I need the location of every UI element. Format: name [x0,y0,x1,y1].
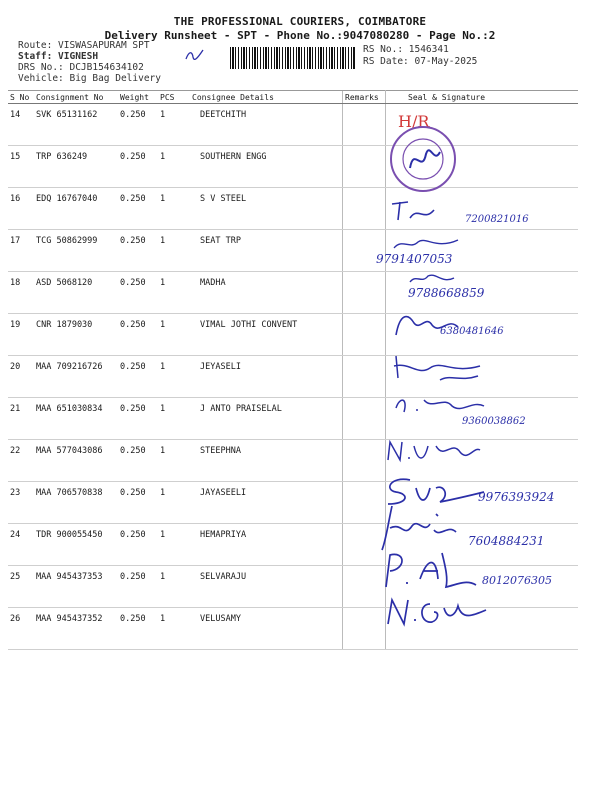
row-sno: 18 [8,272,34,314]
signature-area [370,104,585,634]
staff-label: Staff: VIGNESH [18,51,99,62]
row-weight: 0.250 [118,188,158,230]
pen-check-mark-icon [183,47,207,65]
row-consignee: VELUSAMY [190,608,343,650]
row-pcs: 1 [158,398,190,440]
col-weight: Weight [118,91,158,104]
signature-scribble-23 [380,474,490,508]
vehicle-label: Vehicle: Big Bag Delivery [18,73,161,84]
row-consignment-number: EDQ 16767040 [34,188,118,230]
row-pcs: 1 [158,314,190,356]
row-consignee: SOUTHERN ENGG [190,146,343,188]
row-sno: 25 [8,566,34,608]
row-consignment-number: MAA 709216726 [34,356,118,398]
row-sno: 24 [8,524,34,566]
row-pcs: 1 [158,566,190,608]
signature-scribble-21 [392,394,487,416]
row-consignment-number: TRP 636249 [34,146,118,188]
table-header-row [8,91,578,104]
row-sno: 15 [8,146,34,188]
row-pcs: 1 [158,104,190,146]
row-weight: 0.250 [118,440,158,482]
row-consignment-number: ASD 5068120 [34,272,118,314]
row-consignment-number: MAA 945437353 [34,566,118,608]
row-consignee: STEEPHNA [190,440,343,482]
barcode [230,47,355,69]
row-consignee: JEYASELI [190,356,343,398]
rs-number: RS No.: 1546341 [363,44,449,55]
row-weight: 0.250 [118,482,158,524]
signature-scribble-18 [408,272,458,286]
row-pcs: 1 [158,230,190,272]
row-weight: 0.250 [118,146,158,188]
hr-mark: H/R [398,112,430,131]
row-consignment-number: TDR 900055450 [34,524,118,566]
row-weight: 0.250 [118,608,158,650]
runsheet-title: Delivery Runsheet - SPT - Phone No.:9047080280 - Page No.:2 [104,29,496,42]
row-consignee: VIMAL JOTHI CONVENT [190,314,343,356]
row-weight: 0.250 [118,104,158,146]
row-weight: 0.250 [118,398,158,440]
row-pcs: 1 [158,356,190,398]
row-consignee: S V STEEL [190,188,343,230]
row-consignment-number: CNR 1879030 [34,314,118,356]
row-consignment-number: MAA 706570838 [34,482,118,524]
phone-17: 9791407053 [376,252,453,266]
row-sno: 19 [8,314,34,356]
col-sno: S No [8,91,34,104]
phone-18: 9788668859 [408,286,485,300]
col-remarks: Remarks [343,91,386,104]
row-weight: 0.250 [118,230,158,272]
company-seal-stamp [388,124,458,194]
row-pcs: 1 [158,146,190,188]
row-weight: 0.250 [118,566,158,608]
rs-date: RS Date: 07-May-2025 [363,56,478,67]
signature-scribble-25 [376,549,486,591]
row-pcs: 1 [158,524,190,566]
drs-number: DRS No.: DCJB154634102 [18,62,144,73]
col-seal-signature: Seal & Signature [386,91,579,104]
col-consignment: Consignment No [34,91,118,104]
row-weight: 0.250 [118,314,158,356]
phone-21: 9360038862 [462,416,526,427]
route-label: Route: VISWASAPURAM SPT [18,40,150,51]
row-consignee: SEAT TRP [190,230,343,272]
row-consignment-number: MAA 651030834 [34,398,118,440]
row-pcs: 1 [158,272,190,314]
company-title: THE PROFESSIONAL COURIERS, COIMBATORE [173,15,427,28]
row-weight: 0.250 [118,272,158,314]
signature-scribble-20 [390,352,485,384]
phone-25: 8012076305 [482,574,552,587]
phone-16: 7200821016 [465,214,529,225]
signature-scribble-26 [382,596,492,628]
row-weight: 0.250 [118,524,158,566]
row-consignee: SELVARAJU [190,566,343,608]
row-weight: 0.250 [118,356,158,398]
row-consignee: MADHA [190,272,343,314]
row-consignee: J ANTO PRAISELAL [190,398,343,440]
row-sno: 21 [8,398,34,440]
row-consignment-number: TCG 50862999 [34,230,118,272]
row-sno: 20 [8,356,34,398]
phone-19: 6380481646 [440,326,504,337]
row-sno: 23 [8,482,34,524]
row-consignment-number: MAA 945437352 [34,608,118,650]
row-pcs: 1 [158,482,190,524]
signature-scribble-24 [378,504,458,552]
row-pcs: 1 [158,608,190,650]
row-pcs: 1 [158,440,190,482]
phone-24: 7604884231 [468,534,545,548]
row-consignment-number: SVK 65131162 [34,104,118,146]
signature-scribble-17 [392,236,462,252]
row-consignee: DEETCHITH [190,104,343,146]
signature-scribble-16 [388,196,438,226]
row-consignee: JAYASEELI [190,482,343,524]
col-pcs: PCS [158,91,190,104]
row-pcs: 1 [158,188,190,230]
row-sno: 26 [8,608,34,650]
phone-23: 9976393924 [478,490,555,504]
row-sno: 16 [8,188,34,230]
signature-scribble-22 [384,436,484,466]
row-sno: 22 [8,440,34,482]
col-consignee: Consignee Details [190,91,343,104]
row-consignment-number: MAA 577043086 [34,440,118,482]
row-sno: 17 [8,230,34,272]
row-consignee: HEMAPRIYA [190,524,343,566]
row-sno: 14 [8,104,34,146]
